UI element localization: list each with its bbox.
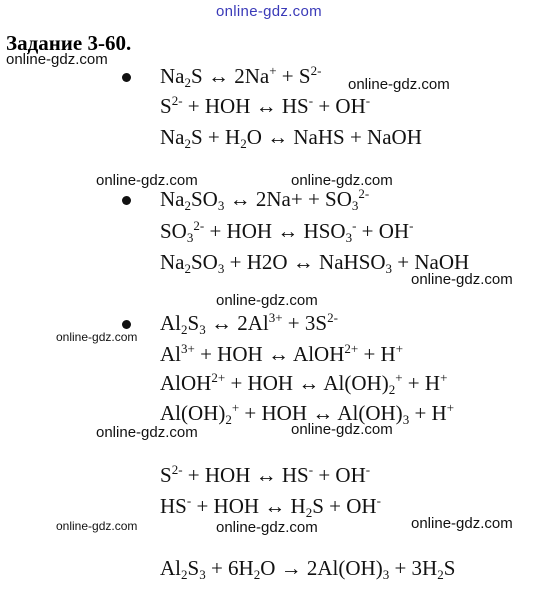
watermark-text: online-gdz.com <box>56 519 138 533</box>
equation-line: $Na_2S + H_2O$ ↔ NaHS + NaOH <box>160 125 422 151</box>
equation-line: $Al_2S_3 + 6H_2O \to 2Al(OH)_3 + 3H_2S$ <box>160 556 456 582</box>
equation-line: $Na_2SO_3 + H2O$ ↔ NaHSO$_3$ + NaOH <box>160 250 470 276</box>
watermark-text: online-gdz.com <box>96 424 198 441</box>
watermark-text: online-gdz.com <box>216 519 318 536</box>
equation-line: $Al(OH)_2^+$ + HOH ↔ $Al(OH)_3 + H^+$ <box>160 400 455 427</box>
watermark-text: online-gdz.com <box>216 292 318 309</box>
equation-line: $SO_3^{2-}$ + HOH ↔ $HSO_3^- + OH^-$ <box>160 218 414 245</box>
equation-line: $S^{2-}$ + HOH ↔ HS- + OH- <box>160 93 371 118</box>
watermark-text: online-gdz.com <box>96 172 198 189</box>
site-header-watermark: online-gdz.com <box>216 3 322 20</box>
watermark-text: online-gdz.com <box>348 76 450 93</box>
watermark-text: online-gdz.com <box>291 421 393 438</box>
equation-line: $Al^{3+}$ + HOH ↔ AlOH$^{2+}$ + H+ <box>160 341 404 366</box>
watermark-text: online-gdz.com <box>411 271 513 288</box>
bullet-point <box>122 73 131 82</box>
equation-line: AlOH$^{2+}$ + HOH ↔ $Al(OH)_2^+ + H^+$ <box>160 370 448 397</box>
equation-line: $S^{2-}$ + HOH ↔ HS- + OH- <box>160 462 371 487</box>
watermark-text: online-gdz.com <box>411 515 513 532</box>
watermark-text: online-gdz.com <box>291 172 393 189</box>
bullet-point <box>122 320 131 329</box>
bullet-point <box>122 196 131 205</box>
equation-line: $Na_2SO_3$ ↔ $2Na+ + SO_3^{2-}$ <box>160 186 370 213</box>
equation-line: HS- + HOH ↔ $H_2S + OH^-$ <box>160 493 381 520</box>
watermark-text: online-gdz.com <box>56 330 138 344</box>
equation-line: $Na_2S$ ↔ $2Na^+ + S^{2-}$ <box>160 63 322 90</box>
equation-line: $Al_2S_3$ ↔ $2Al^{3+} + 3S^{2-}$ <box>160 310 338 337</box>
task-title: Задание 3-60. <box>6 31 132 55</box>
watermark-text: online-gdz.com <box>6 51 108 68</box>
